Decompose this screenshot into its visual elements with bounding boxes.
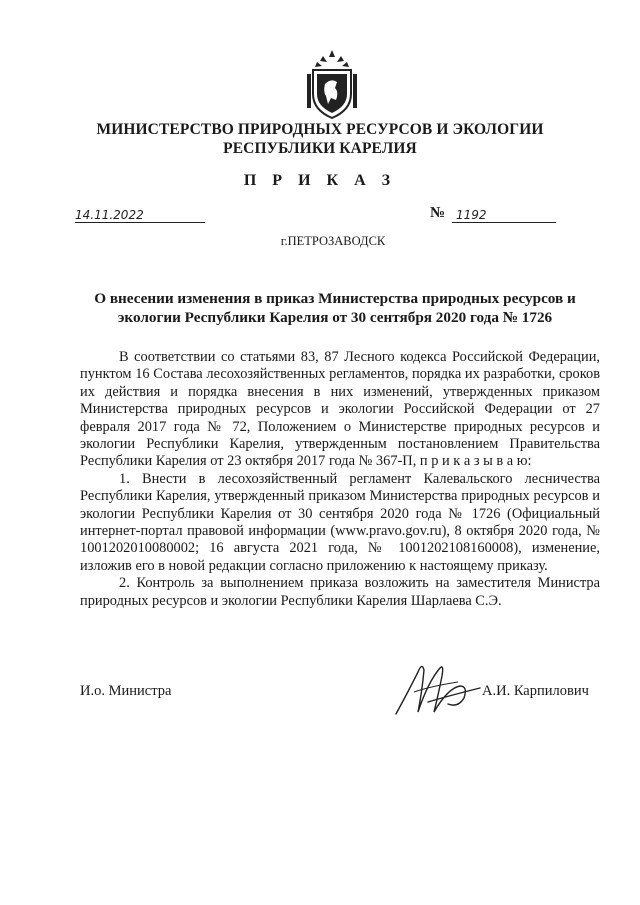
signatory-name: А.И. Карпилович bbox=[482, 683, 589, 699]
paragraph-item-2: 2. Контроль за выполнением приказа возложить на заместителя Министра природных ресурсов и экологии Республики Карелия Шарлаева С.Э. bbox=[80, 575, 600, 609]
date-field bbox=[75, 206, 205, 223]
number-field bbox=[452, 206, 556, 223]
order-body bbox=[80, 349, 600, 610]
handwritten-signature bbox=[388, 652, 488, 722]
city-name: г.ПЕТРОЗАВОДСК bbox=[280, 234, 386, 248]
signatory-position: И.о. Министра bbox=[80, 683, 172, 699]
date-handwritten: 14.11.2022 bbox=[75, 208, 144, 222]
number-handwritten: 1192 bbox=[456, 208, 487, 222]
ministry-name-line-1: МИНИСТЕРСТВО ПРИРОДНЫХ РЕСУРСОВ И ЭКОЛОГИИ bbox=[96, 121, 544, 138]
order-subject: О внесении изменения в приказ Министерства природных ресурсов и экологии Республики Карелия от 30 сентября 2020 года № 1726 bbox=[94, 290, 576, 326]
ministry-name-line-2: РЕСПУБЛИКИ КАРЕЛИЯ bbox=[223, 140, 417, 157]
document-type-title: П Р И К А З bbox=[243, 172, 397, 189]
coat-of-arms-emblem bbox=[301, 48, 363, 120]
paragraph-preamble: В соответствии со статьями 83, 87 Лесного кодекса Российской Федерации, пунктом 16 Состава лесохозяйственных регламентов, порядка их разработки, сроков их действия и порядка внесения в них изменений, утвержденных приказом Министерства природных ресурсов и экологии Российской Федерации от 27 февраля 2017 года № 72, Положением о Министерстве природных ресурсов и экологии Республики Карелия, утвержденным постановлением Правительства Республики Карелия от 23 октября 2017 года № 367-П, п р и к а з ы в а ю: bbox=[80, 349, 600, 470]
paragraph-item-1: 1. Внести в лесохозяйственный регламент Калевальского лесничества Республики Карелия, утвержденный приказом Министерства природных ресурсов и экологии Республики Карелия от 30 сентября 2020 года № 1726 (Официальный интернет-портал правовой информации (www.pravo.gov.ru), 8 октября 2020 года, № 1001202010080002; 16 августа 2021 года, № 1001202108160008), изменение, изложив его в новой редакции согласно приложению к настоящему приказу. bbox=[80, 470, 600, 574]
number-label: № bbox=[430, 205, 446, 221]
